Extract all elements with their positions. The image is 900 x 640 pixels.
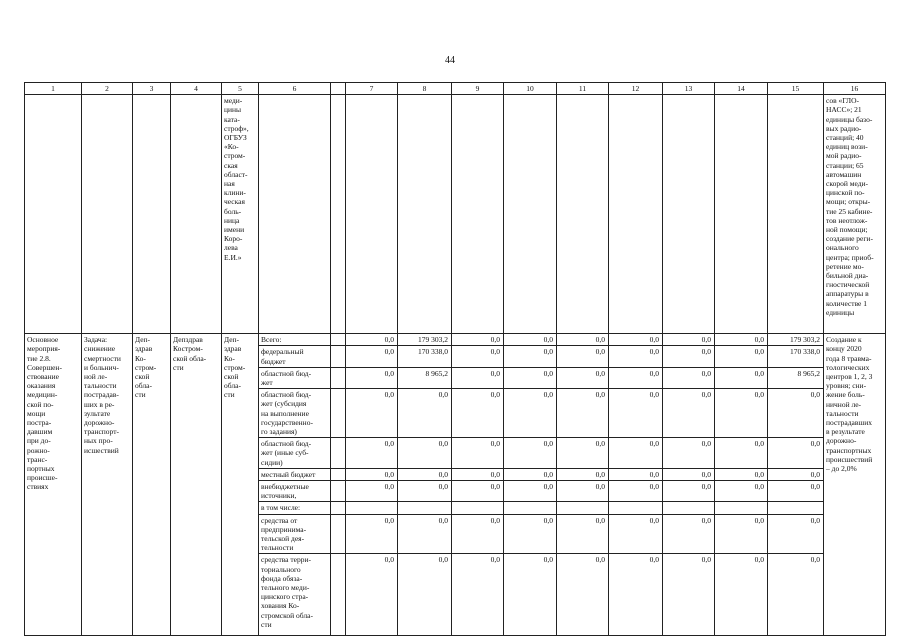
value-cell	[452, 502, 504, 514]
value-cell: 0,0	[504, 554, 557, 636]
empty-cell	[609, 95, 663, 334]
value-cell: 0,0	[768, 514, 824, 554]
spacer-cell	[331, 367, 346, 388]
value-cell: 179 303,2	[398, 334, 452, 346]
header-cell: 14	[715, 83, 768, 95]
header-cell: 2	[82, 83, 133, 95]
header-cell: 15	[768, 83, 824, 95]
value-cell: 0,0	[504, 346, 557, 367]
header-cell: 6	[259, 83, 331, 95]
value-cell: 0,0	[663, 554, 715, 636]
value-cell	[715, 502, 768, 514]
empty-cell	[715, 95, 768, 334]
value-cell: 0,0	[715, 481, 768, 502]
spacer-cell	[331, 554, 346, 636]
header-cell	[331, 83, 346, 95]
value-cell: 0,0	[609, 554, 663, 636]
value-cell: 179 303,2	[768, 334, 824, 346]
header-cell: 12	[609, 83, 663, 95]
value-cell: 0,0	[663, 389, 715, 438]
value-cell: 0,0	[715, 367, 768, 388]
source-label: средства терри- ториального фонда обяза- тельного меди- цинского стра- хования Ко- стромской обла- сти	[259, 554, 331, 636]
value-cell: 0,0	[663, 468, 715, 480]
value-cell: 0,0	[398, 554, 452, 636]
header-cell: 5	[222, 83, 259, 95]
value-cell: 0,0	[715, 389, 768, 438]
value-cell: 0,0	[715, 514, 768, 554]
value-cell: 0,0	[557, 514, 609, 554]
empty-cell	[504, 95, 557, 334]
value-cell: 0,0	[768, 438, 824, 469]
continuation-row	[25, 95, 886, 334]
value-cell: 0,0	[504, 334, 557, 346]
value-cell: 0,0	[557, 554, 609, 636]
value-cell: 0,0	[715, 438, 768, 469]
block-c5-cell: Деп- здрав Ко- стром- ской обла- сти	[222, 334, 259, 636]
table-row	[25, 334, 886, 346]
value-cell: 0,0	[663, 514, 715, 554]
value-cell: 0,0	[768, 389, 824, 438]
value-cell: 0,0	[346, 334, 398, 346]
empty-cell	[663, 95, 715, 334]
empty-cell	[452, 95, 504, 334]
value-cell: 0,0	[609, 346, 663, 367]
source-label: федеральный бюджет	[259, 346, 331, 367]
value-cell: 0,0	[504, 468, 557, 480]
source-label: областной бюд- жет (иные суб- сидии)	[259, 438, 331, 469]
value-cell: 0,0	[452, 514, 504, 554]
value-cell	[398, 502, 452, 514]
value-cell	[609, 502, 663, 514]
value-cell: 170 338,0	[398, 346, 452, 367]
value-cell: 0,0	[609, 389, 663, 438]
value-cell: 0,0	[504, 438, 557, 469]
header-cell: 4	[171, 83, 222, 95]
program-table	[24, 82, 886, 636]
source-label: в том числе:	[259, 502, 331, 514]
source-label: местный бюджет	[259, 468, 331, 480]
value-cell: 0,0	[398, 514, 452, 554]
value-cell: 0,0	[504, 367, 557, 388]
source-label: средства от предпринима- тельской дея- тельности	[259, 514, 331, 554]
source-label: Всего:	[259, 334, 331, 346]
spacer-cell	[331, 389, 346, 438]
value-cell: 0,0	[504, 514, 557, 554]
value-cell: 0,0	[398, 389, 452, 438]
header-row	[25, 83, 886, 95]
block-c3-cell: Деп- здрав Ко- стром- ской обла- сти	[133, 334, 171, 636]
value-cell: 0,0	[452, 389, 504, 438]
value-cell: 0,0	[346, 389, 398, 438]
value-cell: 0,0	[346, 367, 398, 388]
value-cell: 0,0	[557, 481, 609, 502]
empty-cell	[557, 95, 609, 334]
value-cell: 0,0	[346, 514, 398, 554]
value-cell: 8 965,2	[768, 367, 824, 388]
value-cell: 0,0	[557, 438, 609, 469]
value-cell	[768, 502, 824, 514]
value-cell: 0,0	[557, 389, 609, 438]
value-cell: 0,0	[452, 346, 504, 367]
value-cell: 0,0	[452, 367, 504, 388]
value-cell: 0,0	[504, 481, 557, 502]
value-cell: 0,0	[609, 468, 663, 480]
empty-cell	[259, 95, 331, 334]
header-cell: 9	[452, 83, 504, 95]
value-cell: 0,0	[452, 554, 504, 636]
value-cell: 0,0	[504, 389, 557, 438]
value-cell: 0,0	[663, 438, 715, 469]
empty-cell	[82, 95, 133, 334]
spacer-cell	[331, 438, 346, 469]
spacer-cell	[331, 502, 346, 514]
value-cell: 0,0	[609, 334, 663, 346]
executor-cell: меди- цины ката- строф», ОГБУЗ «Ко- стром- ская облаcт- ная клини- ческая боль- ница имени Коро- лева Е.И.»	[222, 95, 259, 334]
value-cell: 0,0	[557, 346, 609, 367]
result-cell: Создание к концу 2020 года 8 травма- тологических центров 1, 2, 3 уровня; сни- жение боль- ничной ле- тальности пострадавших в результате дорожно- транспортных происшествий – до 2,0%	[824, 334, 886, 636]
value-cell: 0,0	[452, 438, 504, 469]
value-cell: 0,0	[452, 334, 504, 346]
value-cell: 0,0	[452, 468, 504, 480]
value-cell: 0,0	[346, 481, 398, 502]
spacer-cell	[331, 514, 346, 554]
header-cell: 16	[824, 83, 886, 95]
header-cell: 10	[504, 83, 557, 95]
value-cell: 0,0	[609, 481, 663, 502]
empty-cell	[133, 95, 171, 334]
empty-cell	[25, 95, 82, 334]
header-cell: 3	[133, 83, 171, 95]
value-cell: 0,0	[398, 438, 452, 469]
value-cell: 0,0	[609, 367, 663, 388]
value-cell	[504, 502, 557, 514]
value-cell: 0,0	[768, 468, 824, 480]
value-cell: 8 965,2	[398, 367, 452, 388]
value-cell: 0,0	[715, 346, 768, 367]
value-cell: 0,0	[557, 367, 609, 388]
value-cell: 0,0	[557, 468, 609, 480]
empty-cell	[346, 95, 398, 334]
empty-cell	[331, 95, 346, 334]
header-cell: 7	[346, 83, 398, 95]
header-cell: 11	[557, 83, 609, 95]
value-cell: 0,0	[768, 481, 824, 502]
value-cell: 0,0	[715, 554, 768, 636]
result-cell: сов «ГЛО- НАСС»; 21 единицы базо- вых радио- станций; 40 единиц вози- мой радио- станции; 65 автомашин скорой меди- цинской по- мощи; откры- тие 25 кабине- тов неотлож- ной помощи; создание реги- онального центра; приоб- ретение мо- бильной диа- гностической аппаратуры в количестве 1 единицы	[824, 95, 886, 334]
spacer-cell	[331, 346, 346, 367]
value-cell: 170 338,0	[768, 346, 824, 367]
header-cell: 1	[25, 83, 82, 95]
source-label: внебюджетные источники,	[259, 481, 331, 502]
value-cell: 0,0	[398, 468, 452, 480]
value-cell: 0,0	[346, 468, 398, 480]
value-cell: 0,0	[715, 334, 768, 346]
value-cell: 0,0	[663, 367, 715, 388]
value-cell: 0,0	[663, 334, 715, 346]
value-cell: 0,0	[609, 514, 663, 554]
empty-cell	[768, 95, 824, 334]
block-c2-cell: Задача: снижение смертности и больнич- ной ле- тальности пострадав- ших в ре- зультате дорожно- транспорт- ных про- исшествий	[82, 334, 133, 636]
block-c4-cell: Депздрав Костром- ской обла- сти	[171, 334, 222, 636]
block-c1-cell: Основное мероприя- тие 2.8. Совершен- ствование оказания медицин- ской по- мощи постра- давшим при до- рожно- транс- портных происше- ствиях	[25, 334, 82, 636]
value-cell	[663, 502, 715, 514]
value-cell	[346, 502, 398, 514]
value-cell: 0,0	[346, 554, 398, 636]
value-cell: 0,0	[452, 481, 504, 502]
value-cell: 0,0	[609, 438, 663, 469]
value-cell: 0,0	[557, 334, 609, 346]
header-cell: 13	[663, 83, 715, 95]
value-cell: 0,0	[663, 346, 715, 367]
source-label: областной бюд- жет	[259, 367, 331, 388]
value-cell: 0,0	[346, 438, 398, 469]
spacer-cell	[331, 481, 346, 502]
value-cell: 0,0	[768, 554, 824, 636]
value-cell	[557, 502, 609, 514]
source-label: областной бюд- жет (субсидия на выполнение государственно- го задания)	[259, 389, 331, 438]
page-number: 44	[445, 55, 455, 66]
value-cell: 0,0	[663, 481, 715, 502]
value-cell: 0,0	[398, 481, 452, 502]
value-cell: 0,0	[715, 468, 768, 480]
header-cell: 8	[398, 83, 452, 95]
empty-cell	[398, 95, 452, 334]
empty-cell	[171, 95, 222, 334]
spacer-cell	[331, 468, 346, 480]
spacer-cell	[331, 334, 346, 346]
value-cell: 0,0	[346, 346, 398, 367]
